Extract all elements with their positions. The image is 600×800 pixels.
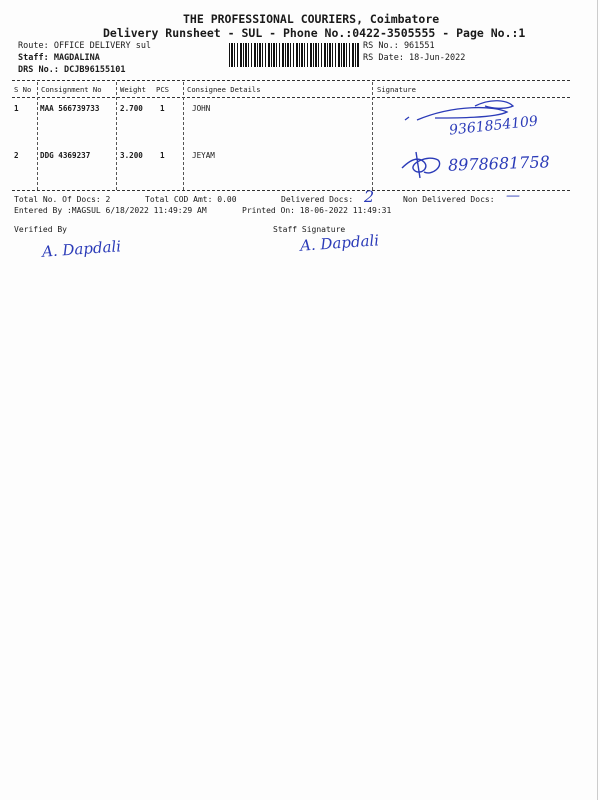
row2-consignee: JEYAM (192, 151, 215, 160)
verified-by-signature: A. Dapdali (41, 237, 122, 261)
col-divider (37, 82, 38, 190)
rs-number: RS No.: 961551 (363, 41, 435, 51)
row1-pcs: 1 (160, 104, 165, 113)
row2-signature (398, 146, 448, 180)
entered-by: Entered By :MAGSUL 6/18/2022 11:49:29 AM (14, 206, 207, 215)
non-delivered-label: Non Delivered Docs: (403, 195, 495, 204)
col-pcs: PCS (156, 85, 169, 94)
table-bottom-rule (12, 190, 570, 191)
runsheet-title: Delivery Runsheet - SUL - Phone No.:0422-3505555 - Page No.:1 (103, 26, 526, 40)
staff-signature-sign: A. Dapdali (299, 231, 380, 255)
company-title: THE PROFESSIONAL COURIERS, Coimbatore (183, 12, 440, 26)
staff-label: Staff: MAGDALINA (18, 53, 100, 63)
drs-label: DRS No.: DCJB96155101 (18, 65, 126, 75)
non-delivered-hand: — (506, 188, 520, 204)
col-divider (116, 82, 117, 190)
col-signature: Signature (377, 85, 416, 94)
barcode (229, 43, 359, 67)
route-label: Route: OFFICE DELIVERY sul (18, 41, 152, 51)
col-consignment: Consignment No (41, 85, 102, 94)
total-docs: Total No. Of Docs: 2 (14, 195, 111, 204)
verified-by-label: Verified By (14, 225, 67, 234)
row1-sig-phone: 9361854109 (448, 113, 539, 139)
page-edge (597, 0, 598, 800)
row1-consignment: MAA 566739733 (40, 104, 100, 113)
row1-sno: 1 (14, 104, 19, 113)
row1-weight: 2.700 (120, 104, 143, 113)
col-divider (183, 82, 184, 190)
row2-pcs: 1 (160, 151, 165, 160)
delivered-docs-label: Delivered Docs: (281, 195, 354, 204)
delivered-docs-hand: 2 (364, 187, 375, 206)
col-divider (372, 82, 373, 190)
col-weight: Weight (120, 85, 146, 94)
col-sno: S No (14, 85, 32, 94)
row2-consignment: DDG 4369237 (40, 151, 91, 160)
row2-sno: 2 (14, 151, 19, 160)
table-top-rule (12, 80, 570, 81)
row1-consignee: JOHN (192, 104, 211, 113)
printed-on: Printed On: 18-06-2022 11:49:31 (242, 206, 392, 215)
staff-signature-label: Staff Signature (273, 225, 346, 234)
row2-weight: 3.200 (120, 151, 143, 160)
col-consignee: Consignee Details (187, 85, 261, 94)
row2-sig-phone: 8978681758 (447, 152, 551, 175)
total-cod: Total COD Amt: 0.00 (145, 195, 237, 204)
rs-date: RS Date: 18-Jun-2022 (363, 53, 466, 63)
